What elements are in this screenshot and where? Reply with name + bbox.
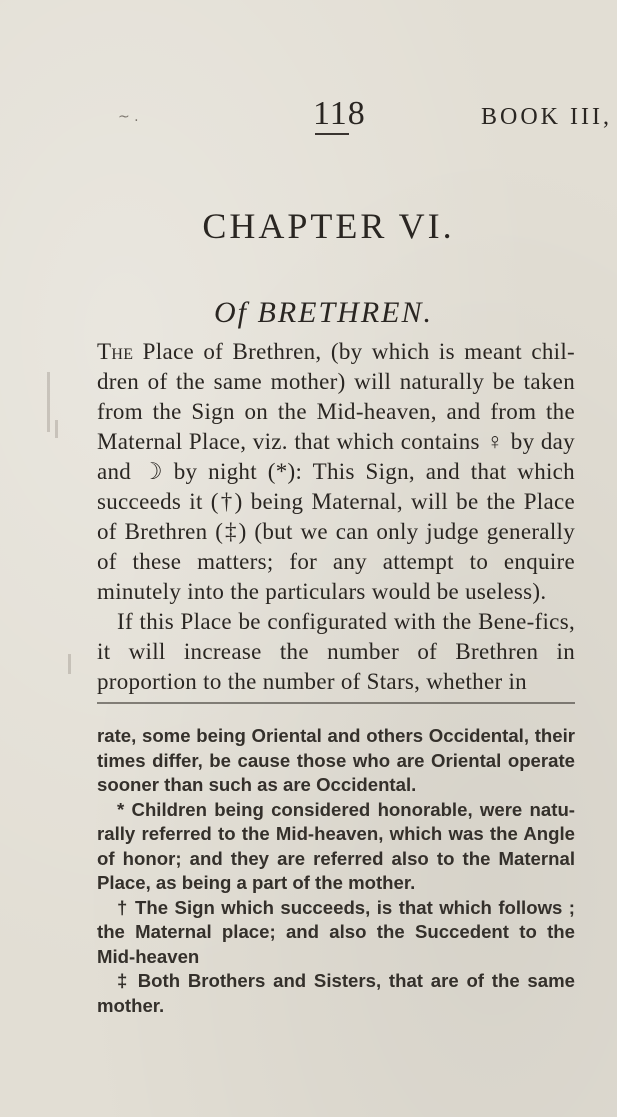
- footnote-continuation: rate, some being Oriental and others Occidental, their times differ, be cause those who are Oriental operate sooner than such as are Occidental.: [97, 725, 575, 795]
- running-head: [0, 97, 617, 137]
- footnote-dagger: † The Sign which succeeds, is that which follows ; the Maternal place; and also the Succedent to the Mid-heaven: [97, 896, 575, 967]
- paragraph-1-text: Place of Brethren, (by which is meant chil-dren of the same mother) will naturally be taken from the Sign on the Mid-heaven, and from the Maternal Place, viz. that which contains ♀ by day and ☽ by night (*): This Sign, and that which succeeds it (†) being Maternal, will be the Place of Brethren (‡) (but we can only judge generally of these matters; for any attempt to enquire minutely into the particulars would be useless).: [97, 339, 575, 604]
- margin-shadow-mark: [47, 372, 50, 432]
- paragraph-2: If this Place be configurated with the Bene-fics, it will increase the number of Brethren in proportion to the number of Stars, whether in: [97, 609, 575, 694]
- page-number: 118: [313, 95, 366, 132]
- main-text: [97, 337, 575, 697]
- page-number-underline: [315, 133, 349, 135]
- section-title: Of BRETHREN.: [214, 296, 433, 329]
- paragraph-1: [97, 337, 575, 607]
- footnote-double-dagger: ‡ Both Brothers and Sisters, that are of the same mother.: [97, 970, 575, 1016]
- footnote-divider: [97, 702, 575, 704]
- book-label: BOOK III,: [481, 104, 612, 130]
- margin-shadow-mark: [55, 420, 58, 438]
- footnotes: [97, 724, 575, 1018]
- paragraph-1-lead: The: [97, 339, 134, 364]
- stray-ink-mark: ~ .: [118, 109, 139, 125]
- margin-shadow-mark: [68, 654, 71, 674]
- chapter-title: CHAPTER VI.: [202, 206, 455, 246]
- footnote-star: * Children being considered honorable, were natu-rally referred to the Mid-heaven, which was the Angle of honor; and they are referred also to the Maternal Place, as being a part of the mother.: [97, 798, 575, 893]
